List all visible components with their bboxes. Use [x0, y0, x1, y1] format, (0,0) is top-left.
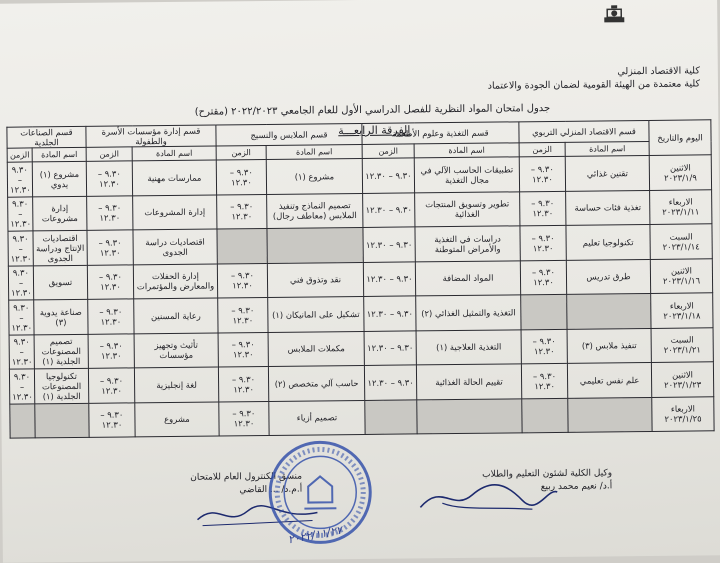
time-cell: ٩.٣٠ – ١٢.٣٠	[87, 230, 133, 265]
time-cell: ٩.٣٠ – ١٢.٣٠	[87, 195, 133, 230]
subject-cell: تسويق	[33, 265, 87, 300]
exam-date: ٢٠٢٣/١/١٨	[663, 310, 701, 321]
exam-date: ٢٠٢٣/١/٢١	[663, 344, 701, 356]
subject-cell	[568, 397, 652, 432]
subject-cell	[267, 227, 363, 263]
vice-dean-signature-icon	[412, 476, 562, 518]
subject-cell: تصميم المصنوعات الجلدية (١)	[34, 334, 88, 369]
subject-cell: مشروع (١) يدوي	[32, 161, 86, 196]
subject-cell: إدارة المشروعات	[133, 194, 217, 229]
time-cell: ٩.٣٠ – ١٢.٣٠	[521, 363, 567, 398]
subject-cell: مكملات الملابس	[268, 331, 364, 367]
day-date-cell	[651, 362, 713, 397]
subject-cell: إدارة مشروعات	[33, 196, 87, 231]
college-name: كلية الاقتصاد المنزلي	[617, 65, 700, 78]
subject-cell: دراسات في التغذية والأمراض المتوطنة	[415, 226, 520, 262]
college-logo-icon	[601, 3, 627, 25]
subject-cell: علم نفس تعليمي	[567, 362, 651, 397]
day-name: الاثنين	[670, 265, 692, 276]
time-column-header: الزمن	[519, 142, 565, 156]
subject-cell: نقد وتذوق فني	[267, 262, 363, 298]
time-column-header: الزمن	[362, 144, 414, 159]
subject-cell: اقتصاديات الإنتاج ودراسة الجدوى	[33, 230, 87, 265]
exam-date: ٢٠٢٣/١/٩	[664, 172, 697, 183]
subject-cell: تأثيث وتجهيز مؤسسات	[134, 332, 218, 367]
subject-column-header: اسم المادة	[32, 147, 86, 162]
time-cell: ٩.٣٠ – ١٢.٣٠	[9, 334, 34, 369]
subject-cell: تقنين غذائي	[565, 155, 649, 190]
day-name: الاربعاء	[668, 196, 693, 208]
level-label: الفرقة الرابعـــة	[338, 123, 411, 138]
subject-cell: تكنولوجيا تعليم	[566, 224, 650, 259]
coordinator-name: أ.م.د/ ... القاضي	[239, 484, 303, 496]
day-name: الاثنين	[669, 162, 691, 173]
department-header: قسم الاقتصاد المنزلي التربوي	[519, 120, 649, 142]
time-cell: ٩.٣٠ – ١٢.٣٠	[88, 333, 134, 368]
time-cell: ٩.٣٠ – ١٢.٣٠	[217, 194, 267, 229]
exam-date: ٢٠٢٣/١/١٤	[662, 241, 700, 252]
time-cell: ٩.٣٠ – ١٢.٣٠	[7, 162, 32, 197]
subject-cell: المواد المضافة	[415, 260, 520, 296]
exam-date: ٢٠٢٣/١/٢٣	[664, 379, 702, 390]
time-cell: ٩.٣٠ – ١٢.٣٠	[218, 332, 268, 367]
time-cell: ٩.٣٠ – ١٢.٣٠	[363, 192, 415, 227]
subject-cell: لغة إنجليزية	[134, 367, 218, 402]
department-header: قسم الملابس والنسيج	[216, 123, 362, 146]
day-name: الاربعاء	[670, 403, 695, 415]
time-cell: ٩.٣٠ – ١٢.٣٠	[364, 296, 416, 331]
exam-date: ٢٠٢٣/١/١١	[662, 206, 700, 218]
time-cell	[217, 228, 267, 263]
document-title: جدول امتحان المواد النظرية للفصل الدراسي الأول للعام الجامعي ٢٠٢٢/٢٠٢٣ (مقترح)	[194, 102, 551, 118]
day-name: السبت	[669, 231, 693, 242]
time-cell: ٩.٣٠ – ١٢.٣٠	[8, 196, 33, 231]
department-header: قسم إدارة مؤسسات الأسرة والطفولة	[86, 125, 216, 147]
day-date-cell	[652, 396, 714, 431]
subject-cell: تصميم النماذج وتنفيذ الملابس (معاطف رجال)	[267, 193, 363, 229]
vice-dean-title: وكيل الكلية لشئون التعليم والطلاب	[482, 468, 613, 480]
time-cell: ٩.٣٠ – ١٢.٣٠	[9, 300, 34, 335]
time-cell	[521, 294, 567, 329]
time-cell	[10, 403, 35, 438]
subject-cell: تشكيل على المانيكان (١)	[268, 296, 364, 332]
time-cell: ٩.٣٠ – ١٢.٣٠	[520, 191, 566, 226]
time-cell: ٩.٣٠ – ١٢.٣٠	[363, 227, 415, 262]
handwritten-date: ٢٠٢٢/١١/٢٧	[286, 523, 344, 547]
exam-date: ٢٠٢٣/١/١٦	[662, 275, 701, 287]
day-date-cell	[649, 155, 711, 190]
day-date-cell	[651, 293, 713, 328]
exam-date: ٢٠٢٣/١/٢٥	[664, 413, 702, 425]
time-cell: ٩.٣٠ – ١٢.٣٠	[8, 231, 33, 266]
time-cell: ٩.٣٠ – ١٢.٣٠	[520, 225, 566, 260]
time-cell: ٩.٣٠ – ١٢.٣٠	[218, 366, 268, 401]
time-cell: ٩.٣٠ – ١٢.٣٠	[363, 261, 415, 296]
day-name: السبت	[670, 334, 694, 346]
subject-cell	[35, 403, 89, 438]
time-cell: ٩.٣٠ – ١٢.٣٠	[88, 368, 134, 403]
subject-cell: إدارة الحفلات والمعارض والمؤتمرات	[133, 263, 217, 298]
subject-cell: طرق تدريس	[566, 259, 650, 294]
day-date-cell	[650, 224, 712, 259]
time-cell: ٩.٣٠ – ١٢.٣٠	[87, 264, 133, 299]
subject-column-header: اسم المادة	[414, 143, 519, 158]
time-cell: ٩.٣٠ – ١٢.٣٠	[216, 159, 266, 194]
time-cell	[365, 399, 417, 434]
subject-cell: تقييم الحالة الغذائية	[416, 364, 521, 400]
time-cell: ٩.٣٠ – ١٢.٣٠	[364, 330, 416, 365]
time-cell: ٩.٣٠ – ١٢.٣٠	[217, 263, 267, 298]
time-cell: ٩.٣٠ – ١٢.٣٠	[88, 299, 134, 334]
day-date-cell	[651, 327, 713, 362]
time-cell: ٩.٣٠ – ١٢.٣٠	[219, 401, 269, 436]
table-row	[10, 396, 714, 438]
department-header: قسم التغذية وعلوم الأطعمة	[362, 122, 519, 145]
subject-cell: رعاية المسنين	[134, 298, 218, 333]
time-cell: ٩.٣٠ – ١٢.٣٠	[364, 365, 416, 400]
subject-cell: اقتصاديات دراسة الجدوى	[133, 229, 217, 264]
subject-column-header: اسم المادة	[266, 144, 362, 159]
subject-cell: تغذية فئات حساسة	[566, 190, 650, 225]
subject-cell: ممارسات مهنية	[132, 160, 216, 195]
subject-cell: التغذية والتمثيل الغذائي (٢)	[416, 295, 521, 331]
subject-cell	[417, 398, 522, 434]
time-cell: ٩.٣٠ – ١٢.٣٠	[362, 158, 414, 193]
subject-column-header: اسم المادة	[132, 146, 216, 161]
subject-cell: مشروع (١)	[266, 158, 362, 194]
exam-schedule-table	[6, 119, 714, 438]
subject-cell: تنفيذ ملابس (٣)	[567, 328, 651, 363]
day-name: الاثنين	[672, 369, 694, 380]
time-column-header: الزمن	[216, 145, 266, 160]
subject-cell: صناعة يدوية (٣)	[34, 299, 88, 334]
department-header: قسم الصناعات الجلدية	[7, 126, 86, 148]
subject-column-header: اسم المادة	[565, 141, 649, 156]
day-name: الاربعاء	[669, 300, 694, 311]
time-cell: ٩.٣٠ – ١٢.٣٠	[521, 329, 567, 364]
subject-cell	[567, 293, 651, 328]
time-cell: ٩.٣٠ – ١٢.٣٠	[218, 297, 268, 332]
accreditation-line: كلية معتمدة من الهيئة القومية لضمان الجودة والاعتماد	[487, 78, 701, 92]
day-date-cell	[650, 189, 712, 224]
time-column-header: الزمن	[86, 147, 132, 161]
subject-cell: تطوير وتسويق المنتجات الغذائية	[415, 191, 520, 227]
time-cell: ٩.٣٠ – ١٢.٣٠	[89, 402, 135, 437]
subject-cell: التغذية العلاجية (١)	[416, 329, 521, 365]
subject-cell: تكنولوجيا المصنوعات الجلدية (١)	[34, 368, 88, 403]
day-date-cell	[650, 258, 712, 293]
time-cell: ٩.٣٠ – ١٢.٣٠	[8, 265, 33, 300]
time-cell: ٩.٣٠ – ١٢.٣٠	[520, 260, 566, 295]
time-cell: ٩.٣٠ – ١٢.٣٠	[9, 369, 34, 404]
time-cell: ٩.٣٠ – ١٢.٣٠	[86, 161, 132, 196]
vice-dean-name: أ.د/ نعيم محمد ربيع	[540, 481, 613, 493]
subject-cell: تصميم أزياء	[269, 400, 365, 436]
coordinator-title: منسق الكنترول العام للامتحان	[190, 471, 303, 483]
time-cell: ٩.٣٠ – ١٢.٣٠	[519, 156, 565, 191]
subject-cell: تطبيقات الحاسب الآلي في مجال التغذية	[414, 157, 519, 193]
subject-cell: حاسب آلي متخصص (٢)	[268, 365, 364, 401]
subject-cell: مشروع	[135, 401, 219, 436]
time-cell	[522, 398, 568, 433]
time-column-header: الزمن	[7, 148, 32, 162]
day-date-header: اليوم والتاريخ	[649, 120, 711, 156]
